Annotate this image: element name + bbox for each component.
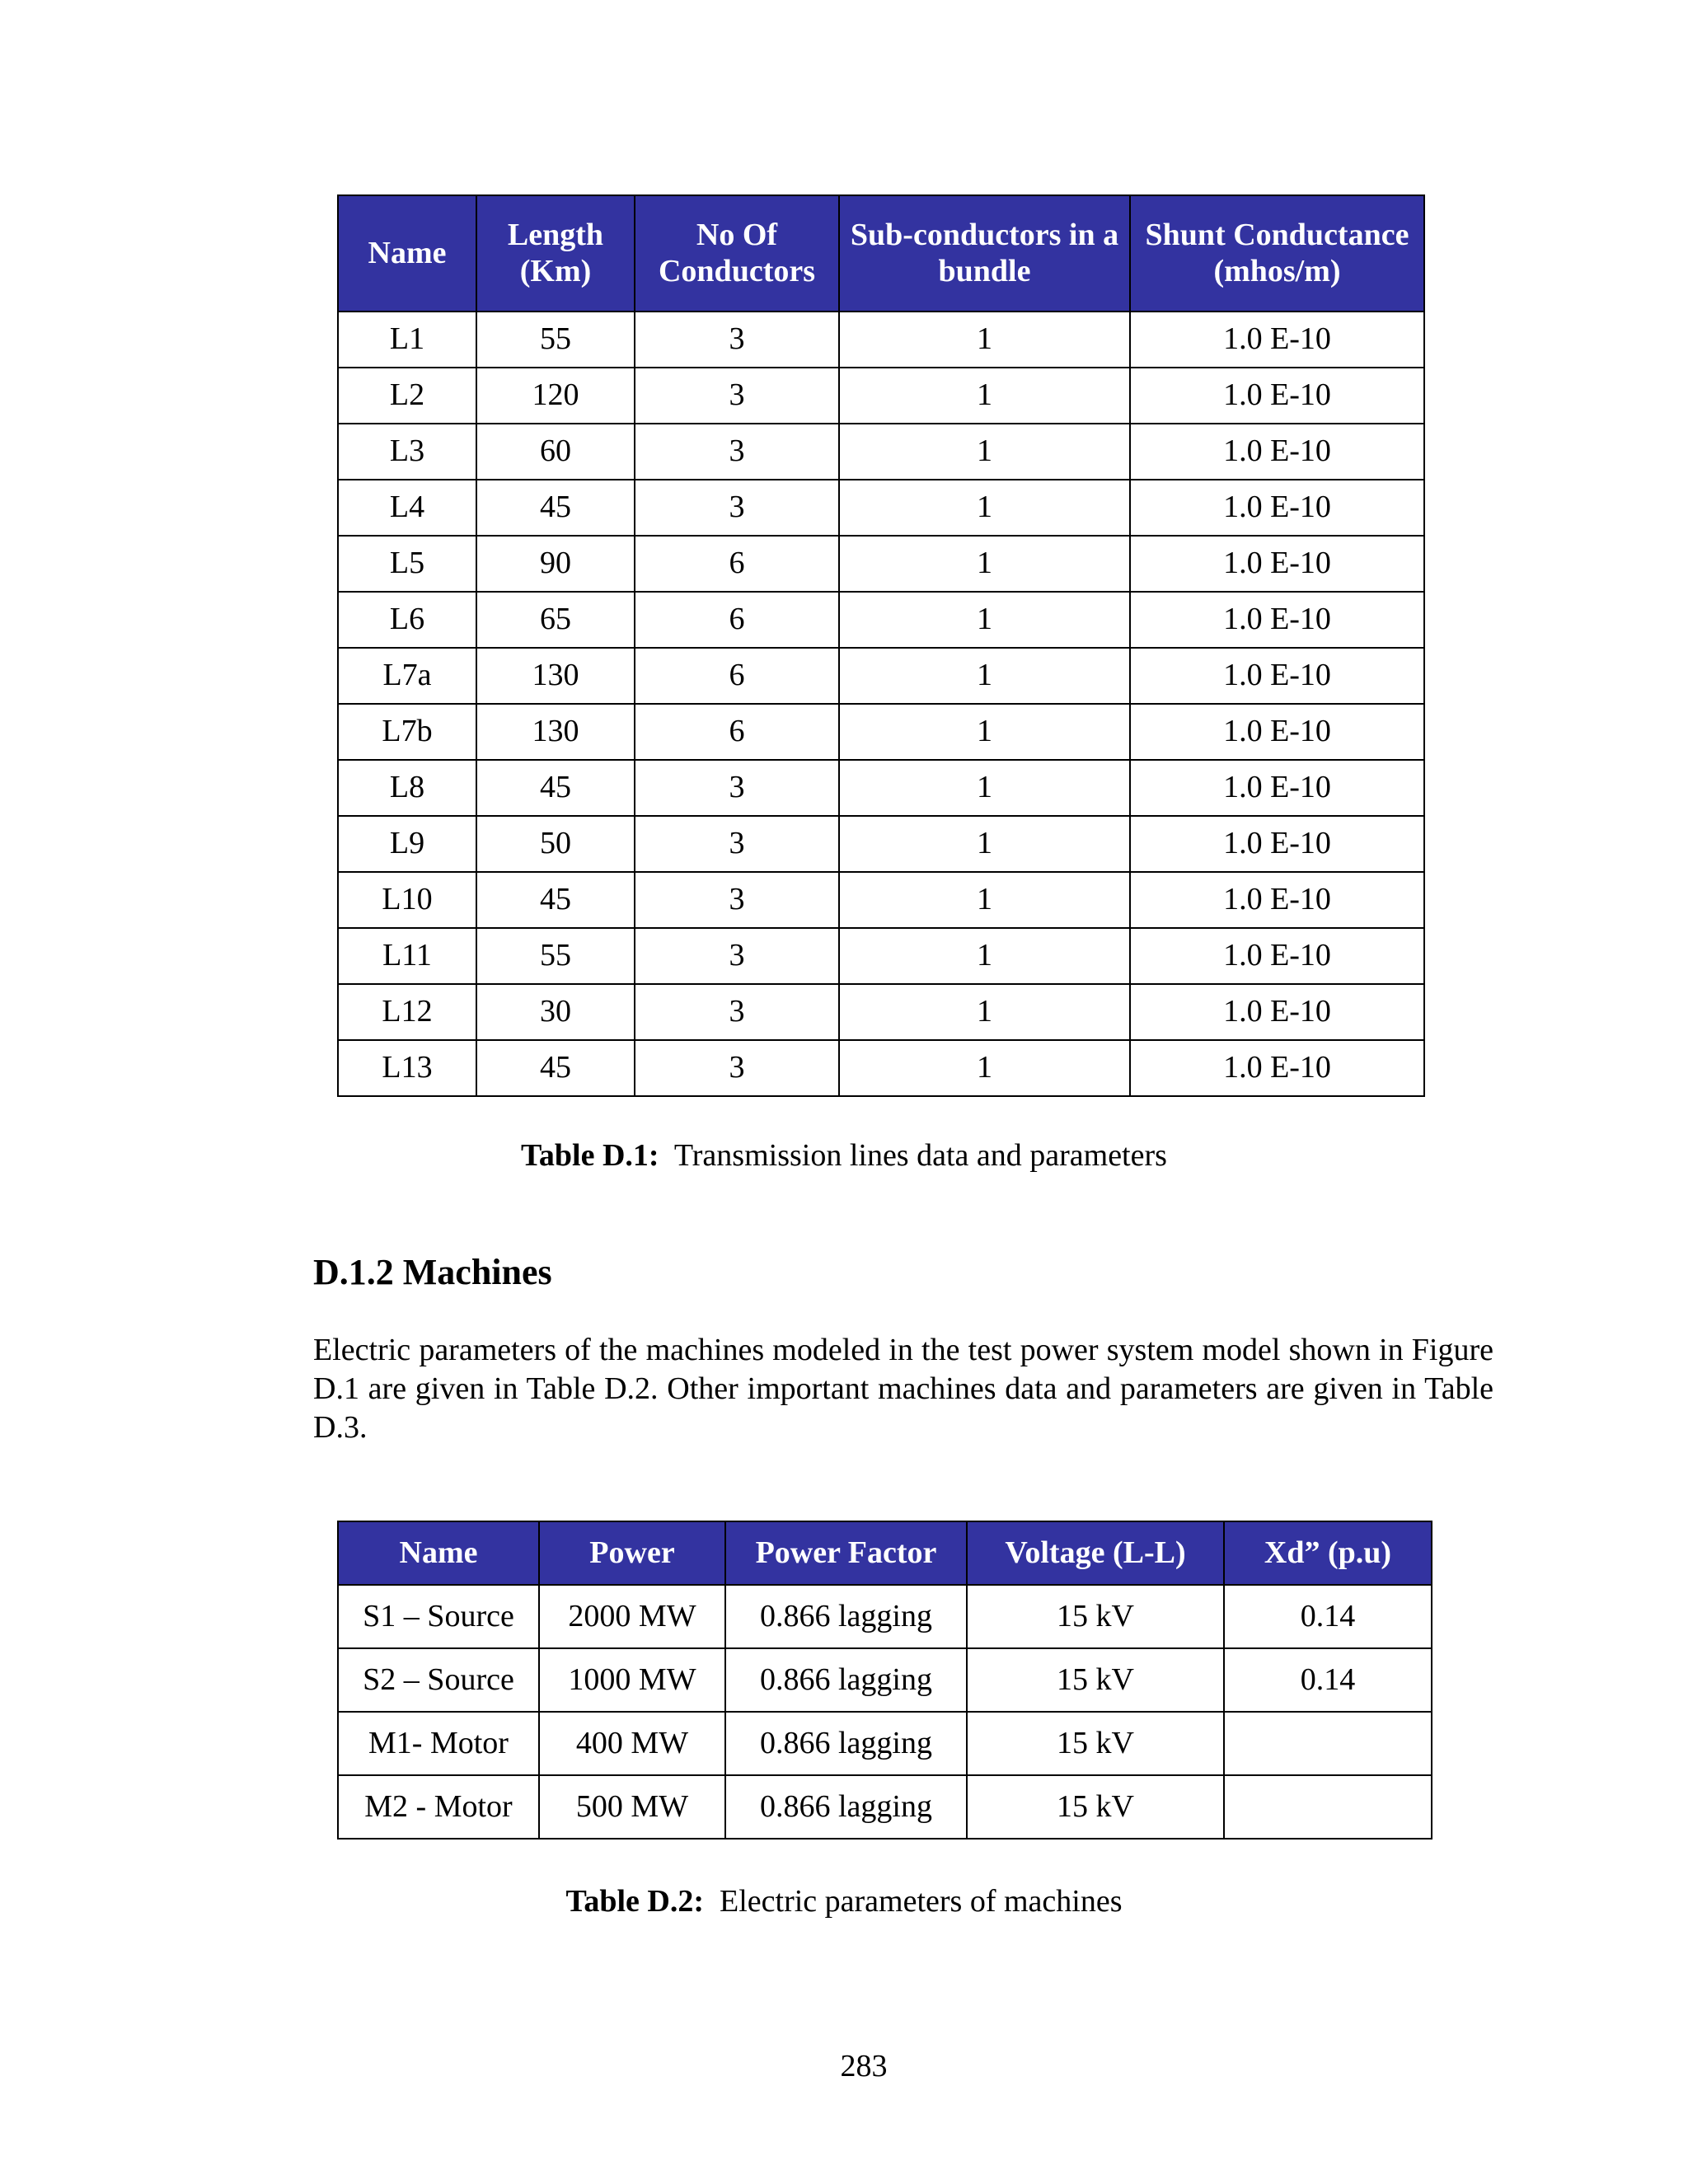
table-cell: 45 (476, 480, 635, 536)
table-cell: 3 (635, 872, 839, 928)
table-cell: 55 (476, 312, 635, 368)
table-cell: L7a (338, 648, 476, 704)
table-cell: 1 (839, 984, 1130, 1040)
caption-text: Transmission lines data and parameters (673, 1138, 1167, 1173)
table-cell: L9 (338, 816, 476, 872)
table-cell: 1.0 E-10 (1130, 368, 1424, 424)
table-cell: 6 (635, 536, 839, 592)
table-cell: 130 (476, 704, 635, 760)
table-cell: 1.0 E-10 (1130, 928, 1424, 984)
table-cell: 3 (635, 424, 839, 480)
column-header-power: Power (539, 1521, 725, 1585)
table-row (338, 928, 1424, 984)
table-cell: 1 (839, 480, 1130, 536)
table-cell: 0.866 lagging (725, 1712, 967, 1775)
table-cell: 6 (635, 592, 839, 648)
table-cell: 1.0 E-10 (1130, 1040, 1424, 1096)
table-row (338, 984, 1424, 1040)
table-cell: 3 (635, 480, 839, 536)
caption-label: Table D.1: (521, 1138, 659, 1173)
table-cell: 50 (476, 816, 635, 872)
table-cell: 60 (476, 424, 635, 480)
column-header-length: Length (Km) (476, 195, 635, 312)
table-cell: 0.14 (1224, 1585, 1432, 1648)
table-row (338, 1040, 1424, 1096)
table-cell: 0.866 lagging (725, 1775, 967, 1839)
table-d1-caption (0, 1137, 1688, 1174)
table-cell: 45 (476, 872, 635, 928)
table-cell: 1.0 E-10 (1130, 984, 1424, 1040)
table-cell (1224, 1775, 1432, 1839)
section-heading: D.1.2 Machines (313, 1252, 552, 1292)
table-cell: 1.0 E-10 (1130, 704, 1424, 760)
column-header-xd: Xd” (p.u) (1224, 1521, 1432, 1585)
table-cell: 1.0 E-10 (1130, 872, 1424, 928)
table-cell: 15 kV (967, 1775, 1224, 1839)
table-row (338, 1712, 1432, 1775)
table-row (338, 592, 1424, 648)
table-cell (1224, 1712, 1432, 1775)
table-row (338, 312, 1424, 368)
table-cell: 1.0 E-10 (1130, 480, 1424, 536)
table-cell: L2 (338, 368, 476, 424)
table-cell: 1.0 E-10 (1130, 592, 1424, 648)
table-cell: L7b (338, 704, 476, 760)
table-row (338, 536, 1424, 592)
column-header-voltage: Voltage (L-L) (967, 1521, 1224, 1585)
table-cell: 45 (476, 760, 635, 816)
table-cell: 65 (476, 592, 635, 648)
table-cell: L12 (338, 984, 476, 1040)
column-header-sub-conductors: Sub-conductors in a bundle (839, 195, 1130, 312)
table-cell: 1 (839, 760, 1130, 816)
table-d2-caption (0, 1883, 1688, 1919)
table-cell: 1 (839, 536, 1130, 592)
table-cell: 130 (476, 648, 635, 704)
caption-label: Table D.2: (565, 1884, 705, 1919)
table-cell: 3 (635, 760, 839, 816)
table-cell: 3 (635, 368, 839, 424)
table-cell: 1 (839, 704, 1130, 760)
table-cell: L8 (338, 760, 476, 816)
table-cell: 6 (635, 648, 839, 704)
table-cell: M1- Motor (338, 1712, 539, 1775)
table-row (338, 480, 1424, 536)
table-cell: 1 (839, 368, 1130, 424)
table-cell: 15 kV (967, 1648, 1224, 1712)
column-header-shunt-conductance: Shunt Conductance (mhos/m) (1130, 195, 1424, 312)
column-header-power-factor: Power Factor (725, 1521, 967, 1585)
table-cell: 400 MW (539, 1712, 725, 1775)
table-cell: 1 (839, 592, 1130, 648)
table-cell: 1 (839, 648, 1130, 704)
table-cell: 1.0 E-10 (1130, 816, 1424, 872)
table-row (338, 648, 1424, 704)
table-cell: 15 kV (967, 1712, 1224, 1775)
table-row (338, 368, 1424, 424)
table-cell: 1 (839, 816, 1130, 872)
transmission-lines-table (337, 194, 1425, 1097)
table-cell: L3 (338, 424, 476, 480)
table-cell: S2 – Source (338, 1648, 539, 1712)
table-cell: S1 – Source (338, 1585, 539, 1648)
table-cell: L6 (338, 592, 476, 648)
table-row (338, 760, 1424, 816)
table-row (338, 424, 1424, 480)
table-cell: L11 (338, 928, 476, 984)
table-cell: 6 (635, 704, 839, 760)
table-row (338, 816, 1424, 872)
table-cell: 120 (476, 368, 635, 424)
table-cell: 1 (839, 872, 1130, 928)
column-header-name: Name (338, 195, 476, 312)
table-cell: 1.0 E-10 (1130, 648, 1424, 704)
table-cell: 55 (476, 928, 635, 984)
table-cell: 3 (635, 1040, 839, 1096)
table-row (338, 704, 1424, 760)
table-cell: L5 (338, 536, 476, 592)
table-cell: 0.866 lagging (725, 1648, 967, 1712)
table-cell: 1 (839, 312, 1130, 368)
table-cell: 30 (476, 984, 635, 1040)
table-cell: 3 (635, 312, 839, 368)
table-cell: L13 (338, 1040, 476, 1096)
table-cell: 0.866 lagging (725, 1585, 967, 1648)
table-cell: M2 - Motor (338, 1775, 539, 1839)
table-row (338, 1585, 1432, 1648)
table-cell: 1 (839, 1040, 1130, 1096)
table-cell: 500 MW (539, 1775, 725, 1839)
table-header-row (338, 1521, 1432, 1585)
machines-table-body (338, 1585, 1432, 1839)
table-cell: 1.0 E-10 (1130, 536, 1424, 592)
table-cell: 2000 MW (539, 1585, 725, 1648)
table-cell: L1 (338, 312, 476, 368)
column-header-name: Name (338, 1521, 539, 1585)
table-cell: 15 kV (967, 1585, 1224, 1648)
column-header-conductors: No Of Conductors (635, 195, 839, 312)
table-cell: 1.0 E-10 (1130, 760, 1424, 816)
table-cell: 3 (635, 928, 839, 984)
table-cell: L4 (338, 480, 476, 536)
table-cell: 1 (839, 424, 1130, 480)
table-cell: 0.14 (1224, 1648, 1432, 1712)
transmission-lines-table-body (338, 312, 1424, 1096)
body-paragraph: Electric parameters of the machines modeled in the test power system model shown in Figure D.1 are given in Table D.2. Other important machines data and parameters are given in Table D.3. (313, 1333, 1493, 1445)
table-cell: 45 (476, 1040, 635, 1096)
table-header-row (338, 195, 1424, 312)
machines-table (337, 1521, 1432, 1840)
table-cell: 1.0 E-10 (1130, 312, 1424, 368)
table-row (338, 872, 1424, 928)
table-cell: 3 (635, 984, 839, 1040)
table-cell: 1000 MW (539, 1648, 725, 1712)
table-row (338, 1648, 1432, 1712)
table-cell: L10 (338, 872, 476, 928)
page-number: 283 (840, 2049, 888, 2083)
table-cell: 90 (476, 536, 635, 592)
table-cell: 1.0 E-10 (1130, 424, 1424, 480)
table-cell: 1 (839, 928, 1130, 984)
caption-text: Electric parameters of machines (720, 1884, 1123, 1919)
table-row (338, 1775, 1432, 1839)
table-cell: 3 (635, 816, 839, 872)
